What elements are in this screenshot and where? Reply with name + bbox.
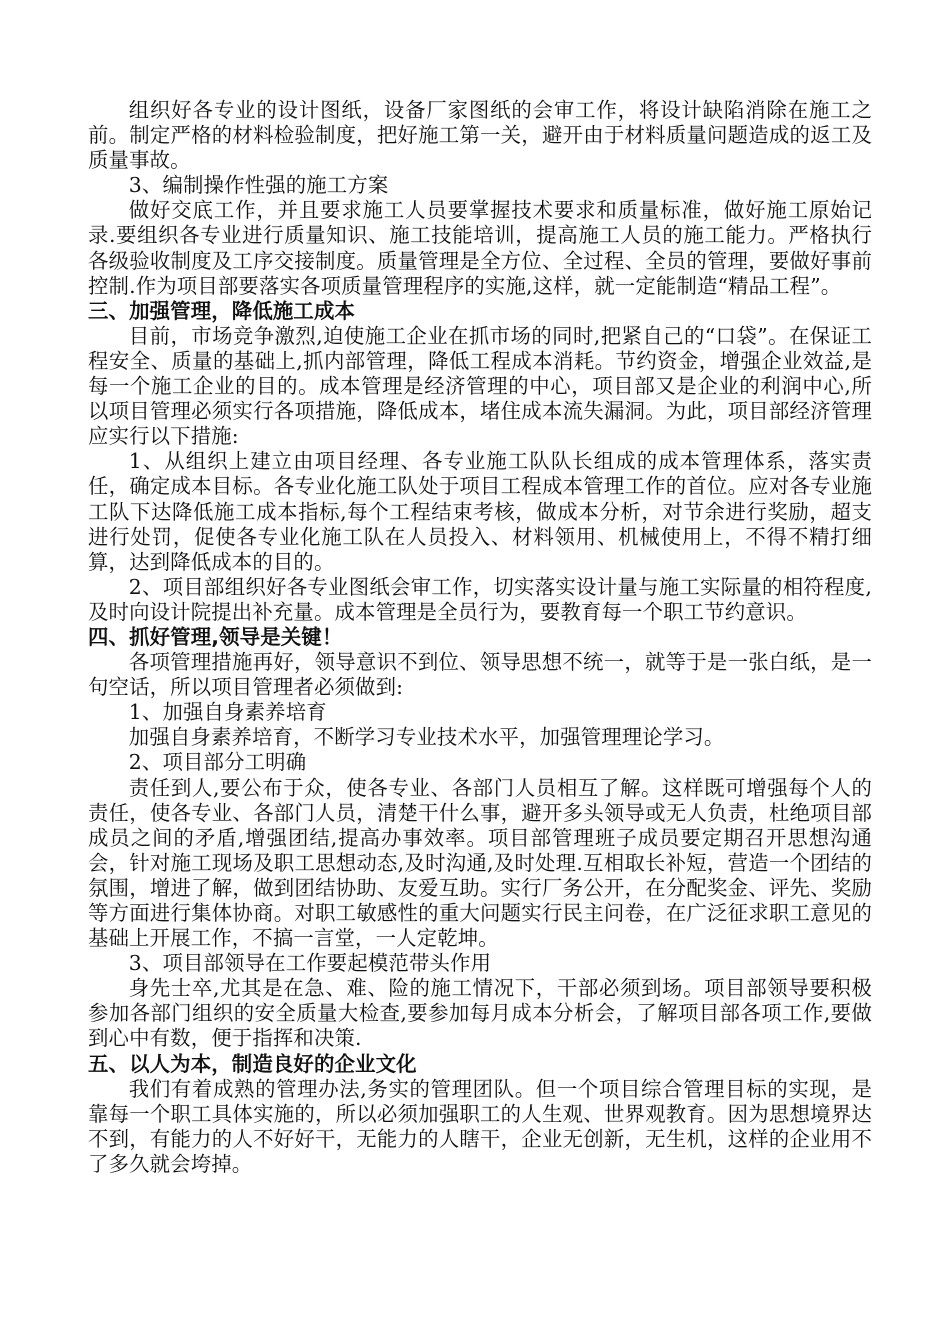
paragraph-technical-briefing: 做好交底工作，并且要求施工人员要掌握技术要求和质量标准，做好施工原始记录.要组织各专业进行质量知识、施工技能培训，提高施工人员的施工能力。严格执行各级验收制度及工序交接制度。质量管理是全方位、全过程、全员的管理，要做好事前控制.作为项目部要落实各项质量管理程序的实施,这样，就一定能制造“精品工程”。 [88, 198, 872, 298]
document-body [88, 98, 872, 1177]
paragraph-drawing-review: 2、项目部组织好各专业图纸会审工作，切实落实设计量与施工实际量的相符程度,及时向设计院提出补充量。成本管理是全员行为，要教育每一个职工节约意识。 [88, 574, 872, 624]
paragraph-lead-by-example: 身先士卒,尤其是在急、难、险的施工情况下，干部必须到场。项目部领导要积极参加各部门组织的安全质量大检查,要参加每月成本分析会，了解项目部各项工作,要做到心中有数，便于指挥和决策. [88, 976, 872, 1051]
list-item-construction-plan: 3、编制操作性强的施工方案 [128, 173, 389, 198]
paragraph-responsibility: 责任到人,要公布于众，使各专业、各部门人员相互了解。这样既可增强每个人的责任，使各专业、各部门人员，清楚干什么事，避开多头领导或无人负责，杜绝项目部成员之间的矛盾,增强团结,提高办事效率。项目部管理班子成员要定期召开思想沟通会，针对施工现场及职工思想动态,及时沟通,及时处理.互相取长补短，营造一个团结的氛围，增进了解，做到团结协助、友爱互助。实行厂务公开，在分配奖金、评先、奖励等方面进行集体协商。对职工敏感性的重大问题实行民主问卷，在广泛征求职工意见的基础上开展工作，不搞一言堂，一人定乾坤。 [88, 775, 872, 951]
section-heading-leadership: 四、抓好管理,领导是关键！ [88, 624, 343, 649]
paragraph-self-cultivation: 加强自身素养培育，不断学习专业技术水平，加强管理理论学习。 [128, 725, 725, 750]
paragraph-corporate-culture: 我们有着成熟的管理办法,务实的管理团队。但一个项目综合管理目标的实现，是靠每一个职工具体实施的，所以必须加强职工的人生观、世界观教育。因为思想境界达不到，有能力的人不好好干，无能力的人瞎干，企业无创新，无生机，这样的企业用不了多久就会垮掉。 [88, 1076, 872, 1176]
paragraph-cost-system: 1、从组织上建立由项目经理、各专业施工队队长组成的成本管理体系，落实责任，确定成本目标。各专业化施工队处于项目工程成本管理工作的首位。应对各专业施工队下达降低施工成本指标,每个工程结束考核，做成本分析，对节余进行奖励，超支进行处罚，促使各专业化施工队在人员投入、材料领用、机械使用上，不得不精打细算，达到降低成本的目的。 [88, 449, 872, 574]
list-item-self-cultivation: 1、加强自身素养培育 [128, 700, 327, 725]
list-item-division-of-labor: 2、项目部分工明确 [128, 750, 307, 775]
list-item-leading-by-example: 3、项目部领导在工作要起模范带头作用 [128, 951, 492, 976]
section-heading-cost-control: 三、加强管理，降低施工成本 [88, 298, 356, 323]
section-heading-people-oriented: 五、以人为本，制造良好的企业文化 [88, 1051, 417, 1076]
paragraph-design-review: 组织好各专业的设计图纸，设备厂家图纸的会审工作，将设计缺陷消除在施工之前。制定严格的材料检验制度，把好施工第一关，避开由于材料质量问题造成的返工及质量事故。 [88, 98, 872, 173]
paragraph-leadership-intro: 各项管理措施再好，领导意识不到位、领导思想不统一，就等于是一张白纸，是一句空话，所以项目管理者必须做到: [88, 650, 872, 700]
paragraph-market-competition: 目前，市场竞争激烈,迫使施工企业在抓市场的同时,把紧自己的“口袋”。在保证工程安全、质量的基础上,抓内部管理，降低工程成本消耗。节约资金，增强企业效益,是每一个施工企业的目的。成本管理是经济管理的中心，项目部又是企业的利润中心,所以项目管理必须实行各项措施，降低成本，堵住成本流失漏洞。为此，项目部经济管理应实行以下措施: [88, 323, 872, 449]
